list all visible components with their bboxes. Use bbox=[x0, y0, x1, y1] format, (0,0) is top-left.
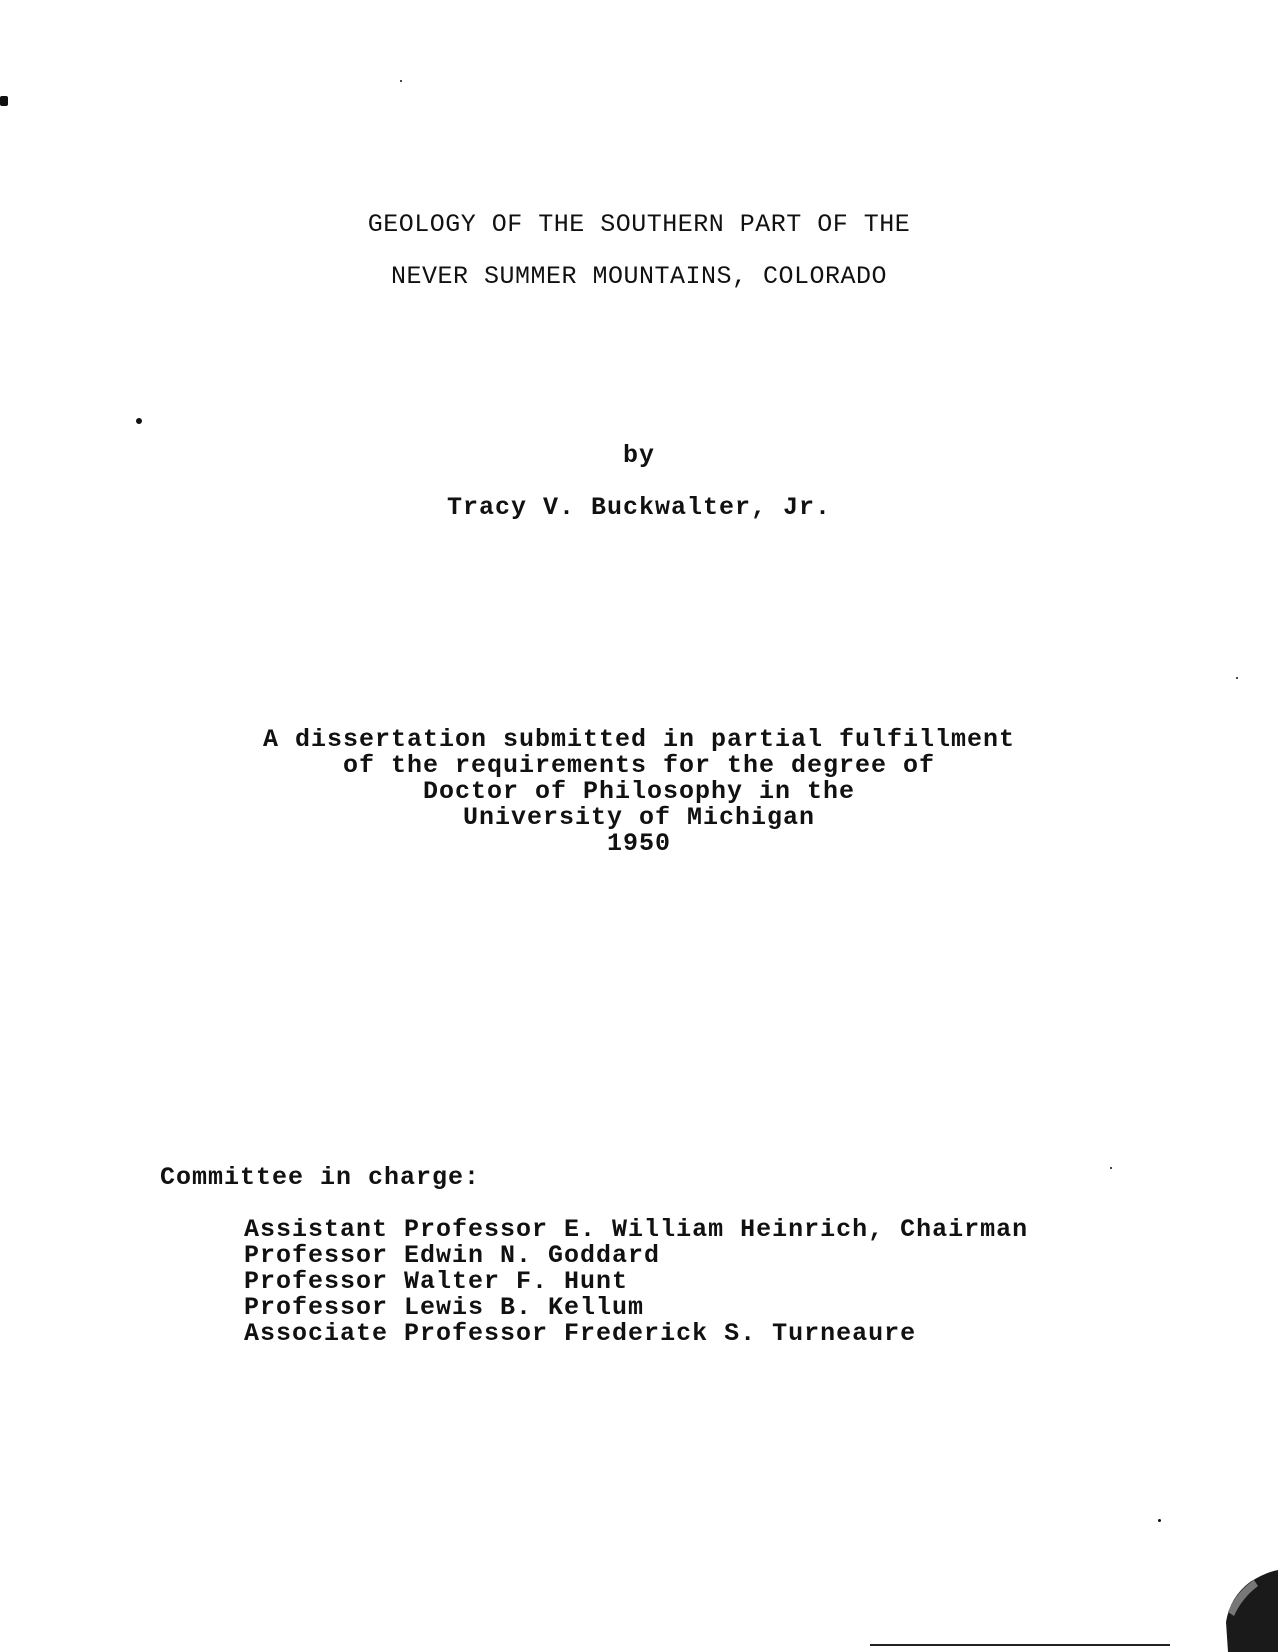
committee-member: Associate Professor Frederick S. Turneaure bbox=[244, 1319, 917, 1348]
by-label: by bbox=[622, 441, 655, 470]
scan-speck bbox=[136, 418, 142, 424]
committee-member: Professor Walter F. Hunt bbox=[244, 1267, 629, 1296]
committee-member: Professor Lewis B. Kellum bbox=[244, 1293, 645, 1322]
scan-speck bbox=[1236, 677, 1238, 679]
scan-speck bbox=[400, 80, 402, 82]
committee-member: Professor Edwin N. Goddard bbox=[244, 1241, 661, 1270]
statement-line: University of Michigan bbox=[462, 803, 816, 832]
statement-line: A dissertation submitted in partial fulfillment bbox=[262, 725, 1016, 754]
title-line-2: NEVER SUMMER MOUNTAINS, COLORADO bbox=[390, 262, 888, 291]
committee-heading: Committee in charge: bbox=[160, 1163, 481, 1192]
statement-line: of the requirements for the degree of bbox=[342, 751, 936, 780]
scan-speck bbox=[1158, 1519, 1161, 1522]
statement-line: Doctor of Philosophy in the bbox=[422, 777, 856, 806]
author-name: Tracy V. Buckwalter, Jr. bbox=[446, 493, 832, 522]
scan-edge-line bbox=[870, 1644, 1170, 1646]
committee-member: Assistant Professor E. William Heinrich, Chairman bbox=[244, 1215, 1029, 1244]
scan-speck bbox=[0, 96, 8, 106]
scan-speck bbox=[1110, 1167, 1112, 1169]
statement-year: 1950 bbox=[606, 829, 671, 858]
title-line-1: GEOLOGY OF THE SOUTHERN PART OF THE bbox=[367, 210, 911, 239]
scan-corner-shadow bbox=[1158, 1552, 1278, 1652]
